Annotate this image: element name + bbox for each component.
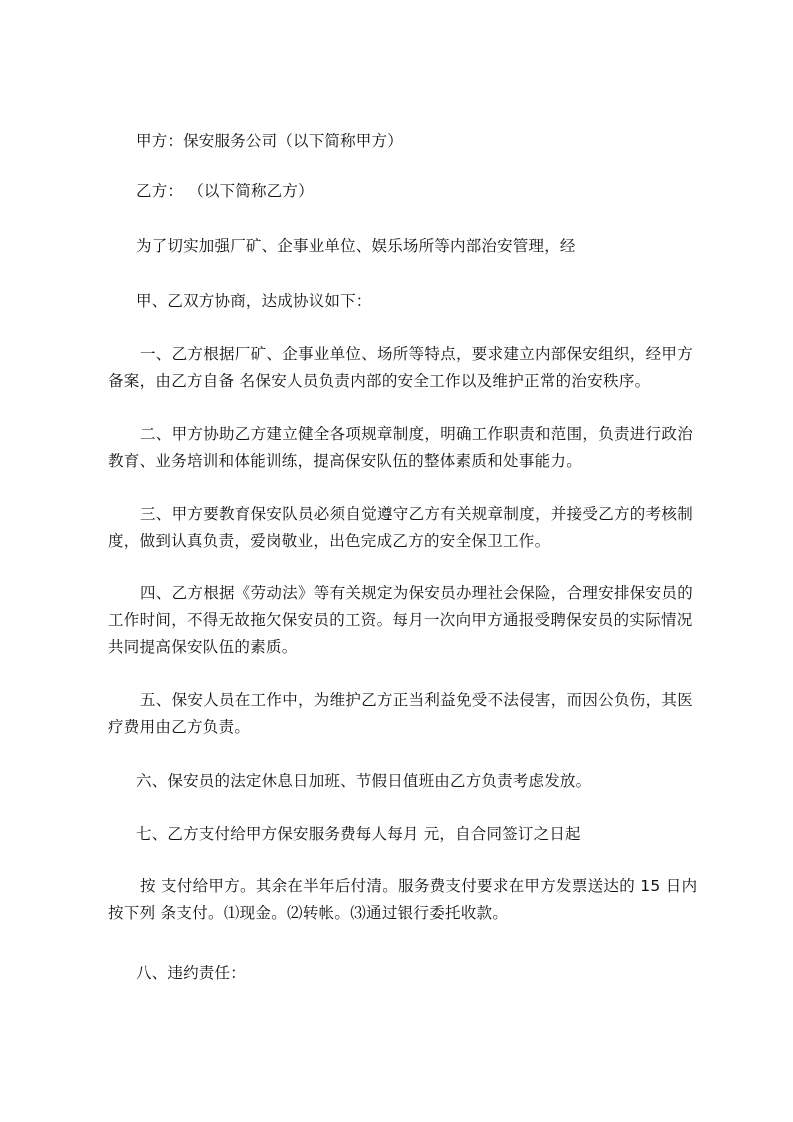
clause-5 — [108, 687, 704, 741]
clause-1-line-2: 备案，由乙方自备 名保安人员负责内部的安全工作以及维护正常的治安秩序。 — [108, 372, 651, 390]
party-b-line: 乙方： （以下简称乙方） — [136, 182, 314, 200]
clause-7-cont-line-2: 按下列 条支付。⑴现金。⑵转帐。⑶通过银行委托收款。 — [108, 904, 509, 922]
clause-7-continued — [108, 873, 704, 927]
clause-4 — [108, 580, 704, 661]
clause-8: 八、违约责任： — [136, 964, 246, 982]
clause-4-line-3: 共同提高保安队伍的素质。 — [108, 638, 298, 656]
clause-5-line-1: 五、保安人员在工作中，为维护乙方正当利益免受不法侵害，而因公负伤，其医 — [140, 691, 694, 709]
intro-line-1: 为了切实加强厂矿、企事业单位、娱乐场所等内部治安管理，经 — [136, 237, 576, 255]
clause-7-cont-line-1: 按 支付给甲方。其余在半年后付清。服务费支付要求在甲方发票送达的 15 日内 — [140, 877, 698, 895]
clause-2-line-2: 教育、业务培训和体能训练，提高保安队伍的整体素质和处事能力。 — [108, 452, 583, 470]
clause-2 — [108, 421, 704, 475]
clause-3 — [108, 501, 704, 555]
clause-3-line-2: 度，做到认真负责，爱岗敬业，出色完成乙方的安全保卫工作。 — [108, 532, 551, 550]
clause-3-line-1: 三、甲方要教育保安队员必须自觉遵守乙方有关规章制度，并接受乙方的考核制 — [140, 505, 694, 523]
clause-7: 七、乙方支付给甲方保安服务费每人每月 元，自合同签订之日起 — [136, 825, 581, 843]
clause-4-line-2: 工作时间，不得无故拖欠保安员的工资。每月一次向甲方通报受聘保安员的实际情况 — [108, 611, 693, 629]
clause-6: 六、保安员的法定休息日加班、节假日值班由乙方负责考虑发放。 — [136, 772, 592, 790]
clause-2-line-1: 二、甲方协助乙方建立健全各项规章制度，明确工作职责和范围，负责进行政治 — [140, 425, 694, 443]
intro-line-2: 甲、乙双方协商，达成协议如下： — [136, 292, 372, 310]
clause-5-line-2: 疗费用由乙方负责。 — [108, 718, 251, 736]
clause-4-line-1: 四、乙方根据《劳动法》等有关规定为保安员办理社会保险，合理安排保安员的 — [140, 584, 694, 602]
clause-1-line-1: 一、乙方根据厂矿、企事业单位、场所等特点，要求建立内部保安组织，经甲方 — [140, 345, 694, 363]
party-a-line: 甲方：保安服务公司（以下简称甲方） — [136, 132, 403, 150]
clause-1 — [108, 341, 704, 395]
